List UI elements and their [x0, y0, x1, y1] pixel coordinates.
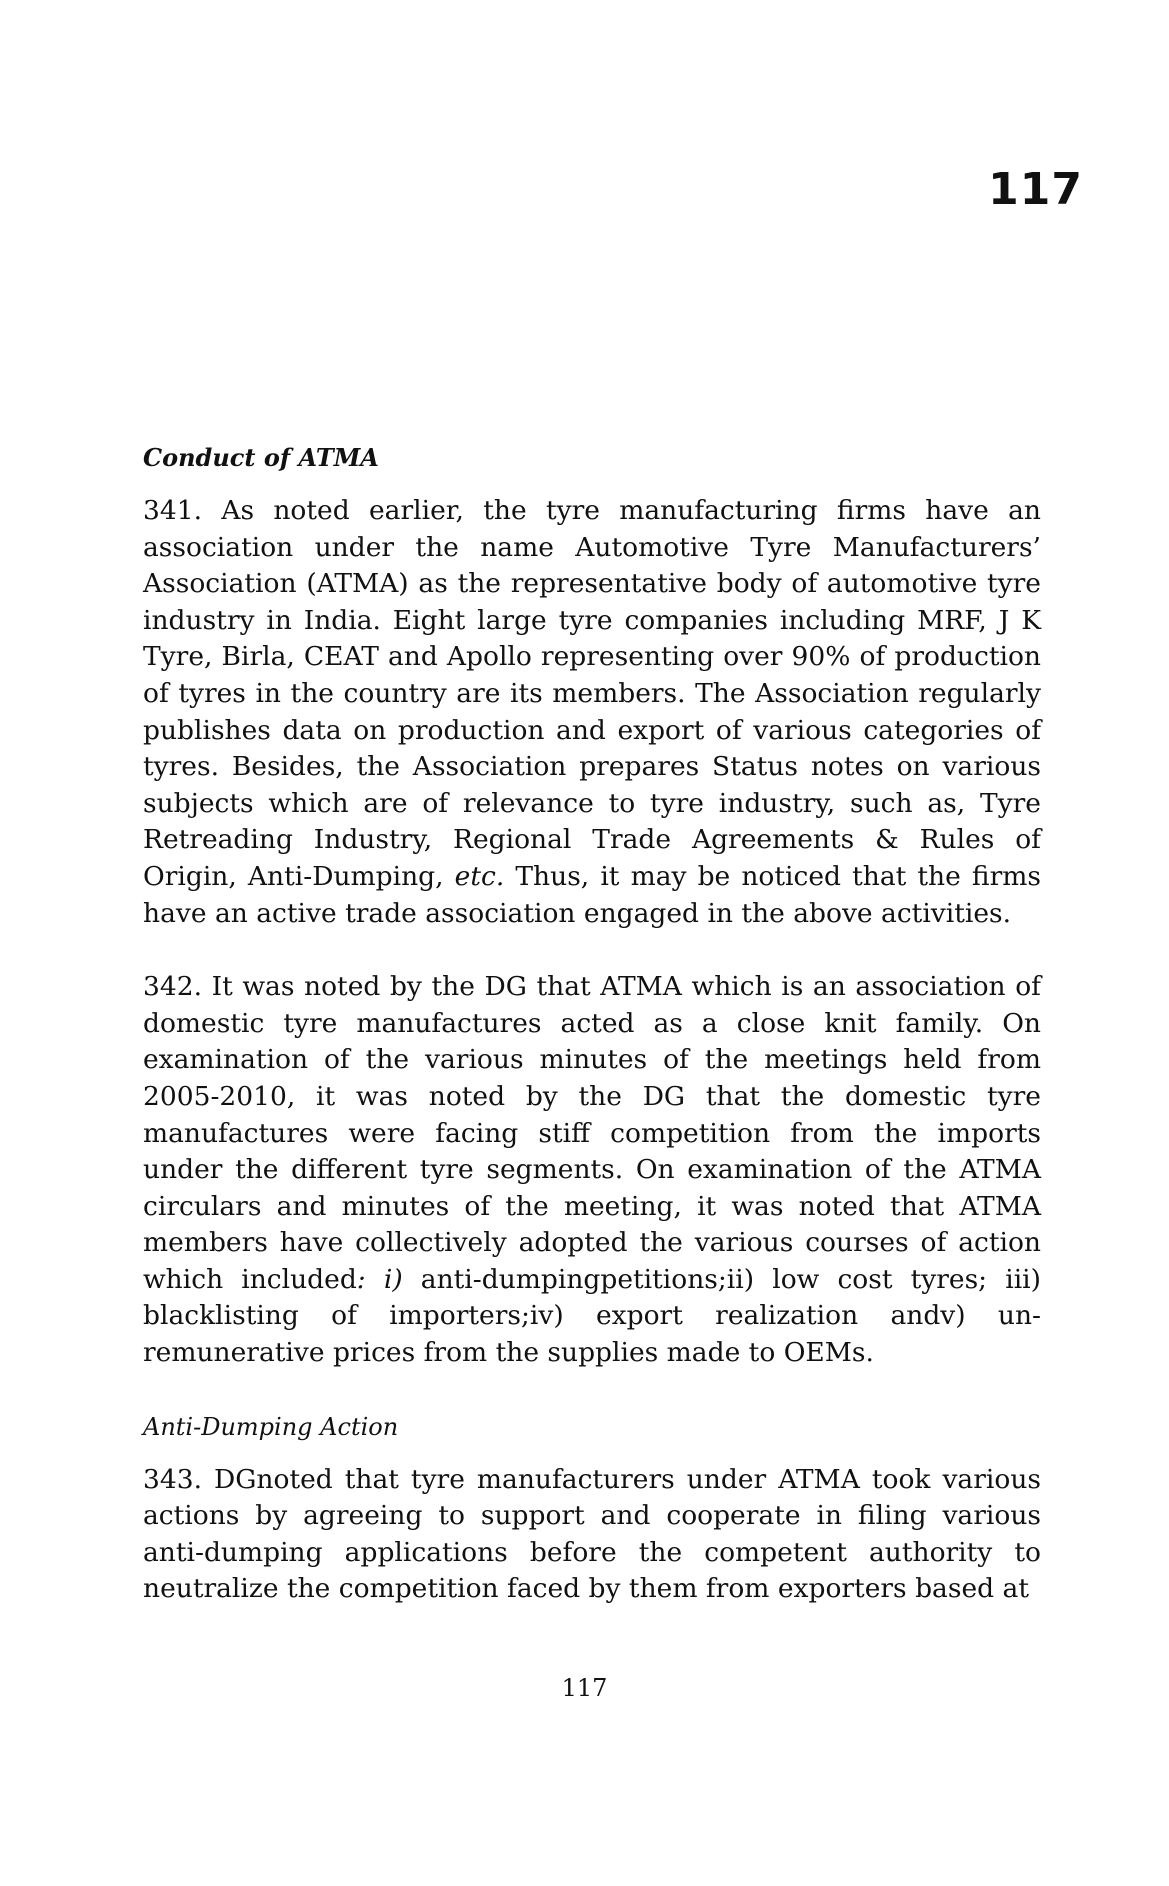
paragraph-342-text-a: 342. It was noted by the DG that ATMA which is an association of domestic tyre manufactures acted as a close knit family. On examination of the various minutes of the meetings held from 2005-2010, it was noted by the DG that the domestic tyre manufactures were facing stiff competition from the imports under the different tyre segments. On examination of the ATMA circulars and minutes of the meeting, it was noted that ATMA members have collectively adopted the various courses of action which included — [143, 971, 1041, 1295]
paragraph-341-text-a: 341. As noted earlier, the tyre manufacturing firms have an association under the name Automotive Tyre Manufacturers’ Association (ATMA) as the representative body of automotive tyre industry in India. Eight large tyre companies including MRF, J K Tyre, Birla, CEAT and Apollo representing over 90% of production of tyres in the country are its members. The Association regularly publishes data on production and export of various categories of tyres. Besides, the Association prepares Status notes on various subjects which are of relevance to tyre industry, such as, Tyre Retreading Industry, Regional Trade Agreements & Rules of Origin, Anti-Dumping, — [143, 495, 1041, 892]
page-number-bottom: 117 — [561, 1674, 608, 1702]
section-heading-conduct: Conduct of ATMA — [143, 443, 379, 472]
paragraph-343: 343. DGnoted that tyre manufacturers under ATMA took various actions by agreeing to support and cooperate in filing various anti-dumping applications before the competent authority to neutralize the competition faced by them from exporters based at — [143, 1463, 1041, 1605]
paragraph-342-colon: : i) — [356, 1263, 403, 1295]
paragraph-342-text-b: anti-dumpingpetitions;ii) low cost tyres; iii) blacklisting of importers;iv) export realization andv) un-remunerative prices from the supplies made to OEMs. — [143, 1263, 1041, 1369]
paragraph-341 — [143, 493, 1041, 932]
paragraph-341-etc: etc. — [454, 860, 505, 892]
paragraph-342 — [143, 969, 1041, 1372]
document-body — [143, 440, 1041, 1608]
paragraph-341-text-b: Thus, it may be noticed that the firms have an active trade association engaged in the above activities. — [143, 860, 1041, 929]
section-heading-antidumping: Anti-Dumping Action — [143, 1412, 399, 1441]
page-number-top: 117 — [988, 164, 1083, 215]
